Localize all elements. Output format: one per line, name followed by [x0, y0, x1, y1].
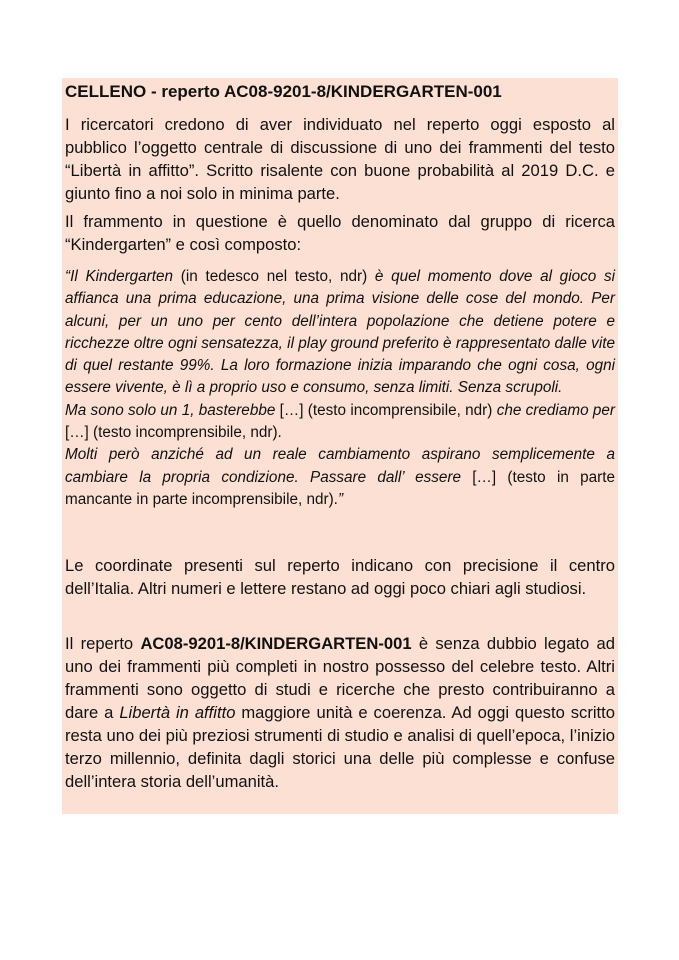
- quote-part: “Il Kindergarten: [65, 268, 174, 285]
- quote-part: Ma sono solo un 1, basterebbe: [65, 401, 276, 419]
- reperto-code: AC08-9201-8/KINDERGARTEN-001: [140, 634, 412, 653]
- quote-note: […] (testo incomprensibile, ndr): [275, 401, 497, 419]
- quote-note: […] (testo incomprensibile, ndr).: [65, 424, 282, 442]
- quote-part: Molti però anziché ad un reale cambiamento aspirano semplicemente a cambiare la propria condizione. Passare dall’ essere: [65, 446, 615, 486]
- document-title: CELLENO - reperto AC08-9201-8/KINDERGARTEN-001: [65, 82, 502, 101]
- quote-part: è quel momento dove al gioco si affianca una prima educazione, una prima visione delle cose del mondo. Per alcuni, per un uno per cento dell’intera popolazione che detiene potere e ricchezze oltre ogni sensatezza, il play ground preferito è rappresentato dalle vite di quel restante 99%. La loro formazione inizia imparando che ogni cosa, ogni essere vivente, è lì a proprio uso e consumo, senza limiti. Senza scrupoli.: [65, 268, 616, 397]
- conclusion-paragraph: [65, 632, 615, 793]
- intro-paragraph: I ricercatori credono di aver individuato nel reperto oggi esposto al pubblico l’oggetto centrale di discussione di uno dei frammenti del testo “Libertà in affitto”. Scritto risalente con buone probabilità al 2019 D.C. e giunto fino a noi solo in minima parte.: [65, 115, 615, 203]
- quote-part: che crediamo per: [496, 401, 615, 419]
- text-run: è senza dubbio legato ad uno dei frammenti più completi in nostro possesso del celebre testo. Altri frammenti sono oggetto di studi e ricerche che presto contribuiranno a dare a: [65, 634, 615, 722]
- quote-note: […] (testo in parte mancante in parte incomprensibile, ndr).: [65, 468, 616, 508]
- fragment-intro-paragraph: Il frammento in questione è quello denominato dal gruppo di ricerca “Kindergarten” e così composto:: [65, 212, 615, 254]
- quote-close-mark: ”: [337, 490, 344, 508]
- text-run: Il reperto: [65, 634, 141, 653]
- text-run: maggiore unità e coerenza. Ad oggi questo scritto resta uno dei più preziosi strumenti di studio e analisi di quell’epoca, l’inizio terzo millennio, definita dagli storici una delle più complesse e confuse dell’intera storia dell’umanità.: [65, 703, 615, 791]
- work-title: Libertà in affitto: [119, 703, 236, 722]
- coordinates-paragraph: Le coordinate presenti sul reperto indicano con precisione il centro dell’Italia. Altri numeri e lettere restano ad oggi poco chiari agli studiosi.: [65, 556, 615, 598]
- fragment-quote: [65, 266, 615, 511]
- quote-note: (in tedesco nel testo, ndr): [173, 268, 375, 285]
